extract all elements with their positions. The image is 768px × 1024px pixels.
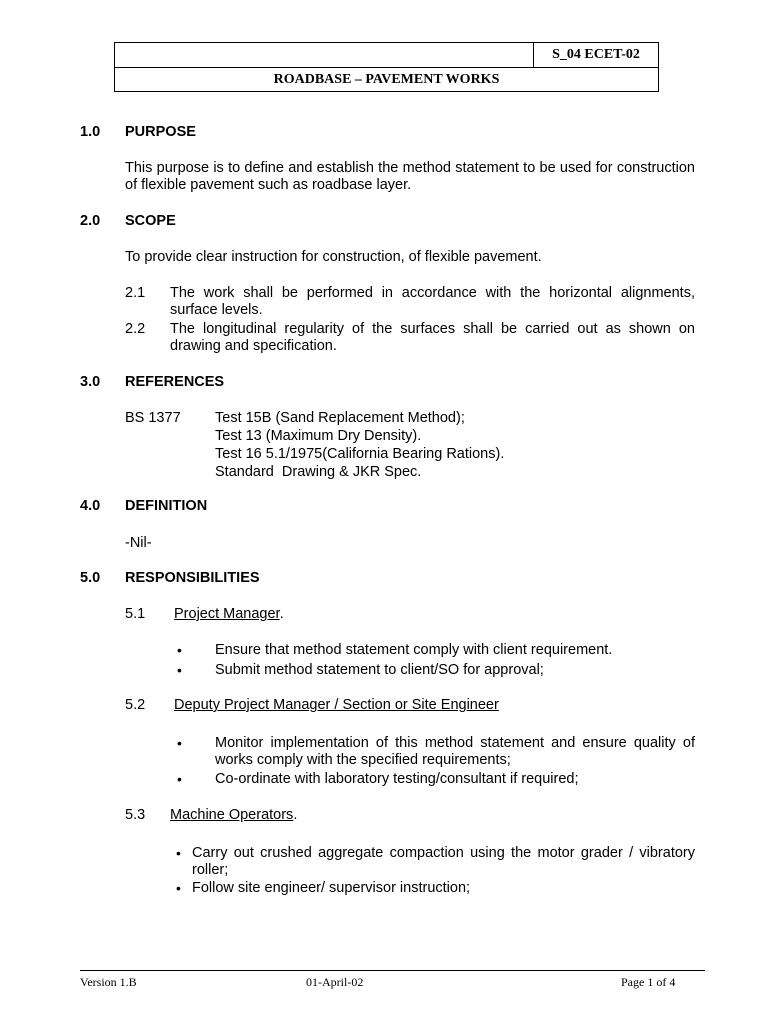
footer-version: Version 1.B <box>80 975 137 989</box>
document-header-table <box>114 42 659 92</box>
scope-item-text: The longitudinal regularity of the surfaces shall be carried out as shown on drawing and specification. <box>170 321 695 354</box>
section-number: 4.0 <box>80 498 101 514</box>
role-title: Project Manager <box>174 606 280 622</box>
section-number: 5.0 <box>80 570 101 586</box>
document-code: S_04 ECET-02 <box>533 43 658 67</box>
document-title: ROADBASE – PAVEMENT WORKS <box>273 72 500 87</box>
section-title-definition: DEFINITION <box>125 498 208 514</box>
bullet-icon: • <box>177 771 182 787</box>
reference-line: Standard Drawing & JKR Spec. <box>215 464 422 480</box>
scope-item-number: 2.2 <box>125 321 146 337</box>
role-number: 5.2 <box>125 697 146 713</box>
role-title-suffix: . <box>279 606 284 622</box>
role-title: Deputy Project Manager / Section or Site Engineer <box>174 697 499 713</box>
role-bullet-text: Ensure that method statement comply with client requirement. <box>215 642 613 658</box>
bullet-icon: • <box>176 845 181 861</box>
role-number: 5.3 <box>125 807 146 823</box>
role-bullet-text: Carry out crushed aggregate compaction using the motor grader / vibratory roller; <box>192 845 695 878</box>
footer-divider <box>80 970 705 971</box>
role-bullet-text: Monitor implementation of this method statement and ensure quality of works comply with the specified requirements; <box>215 735 695 768</box>
header-row-top <box>115 43 658 68</box>
role-heading <box>170 807 297 823</box>
section-title-purpose: PURPOSE <box>125 124 196 140</box>
reference-standard: BS 1377 <box>125 410 181 426</box>
bullet-icon: • <box>177 642 182 658</box>
scope-text: To provide clear instruction for construction, of flexible pavement. <box>125 249 542 265</box>
footer-date: 01-April-02 <box>306 975 364 989</box>
purpose-text: This purpose is to define and establish the method statement to be used for construction of flexible pavement such as roadbase layer. <box>125 160 695 193</box>
role-number: 5.1 <box>125 606 146 622</box>
role-title: Machine Operators <box>170 807 294 823</box>
section-number: 3.0 <box>80 374 101 390</box>
role-title-suffix: . <box>293 807 298 823</box>
section-title-scope: SCOPE <box>125 213 176 229</box>
section-number: 1.0 <box>80 124 101 140</box>
reference-line: Test 15B (Sand Replacement Method); <box>215 410 465 426</box>
section-title-responsibilities: RESPONSIBILITIES <box>125 570 260 586</box>
role-heading <box>174 606 284 622</box>
reference-line: Test 16 5.1/1975(California Bearing Rations). <box>215 446 505 462</box>
definition-text: -Nil- <box>125 535 152 551</box>
role-bullet-text: Submit method statement to client/SO for approval; <box>215 662 544 678</box>
section-title-references: REFERENCES <box>125 374 225 390</box>
scope-item-number: 2.1 <box>125 285 146 301</box>
bullet-icon: • <box>177 735 182 751</box>
bullet-icon: • <box>176 880 181 896</box>
role-heading <box>174 697 499 713</box>
footer-page-number: Page 1 of 4 <box>621 975 676 989</box>
role-bullet-text: Co-ordinate with laboratory testing/consultant if required; <box>215 771 579 787</box>
bullet-icon: • <box>177 662 182 678</box>
scope-item-text: The work shall be performed in accordance with the horizontal alignments, surface levels. <box>170 285 695 318</box>
role-bullet-text: Follow site engineer/ supervisor instruction; <box>192 880 471 896</box>
reference-line: Test 13 (Maximum Dry Density). <box>215 428 422 444</box>
section-number: 2.0 <box>80 213 101 229</box>
